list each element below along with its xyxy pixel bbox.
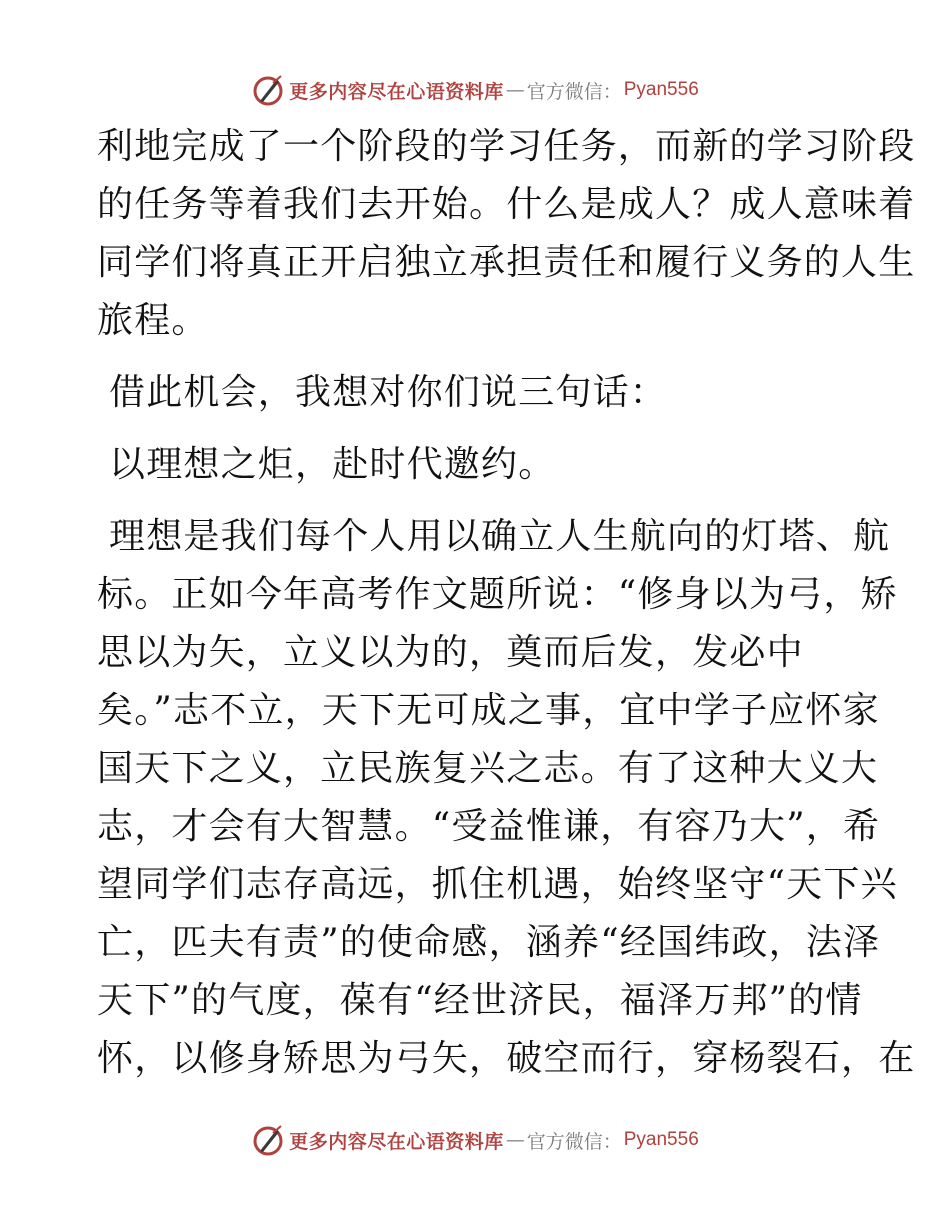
banner-wechat-label: 官方微信： bbox=[526, 80, 622, 103]
text-line: 亡，匹夫有责”的使命感，涵养“经国纬政，法泽 bbox=[97, 922, 881, 963]
text-line: 借此机会，我想对你们说三句话： bbox=[109, 372, 668, 413]
banner-wechat-label: 官方微信： bbox=[526, 1130, 622, 1153]
banner-separator: — bbox=[505, 1129, 525, 1151]
paragraph bbox=[97, 364, 857, 422]
footer-watermark-banner bbox=[0, 1120, 950, 1160]
paragraph bbox=[97, 436, 857, 494]
text-line: 旅程。 bbox=[97, 300, 209, 341]
section-heading: 以理想之炬，赴时代邀约。 bbox=[109, 444, 556, 485]
text-line: 思以为矢，立义以为的，奠而后发，发必中 bbox=[97, 632, 804, 673]
paragraph bbox=[97, 118, 916, 350]
banner-wechat-id: Pyan556 bbox=[623, 1129, 699, 1150]
text-line: 国天下之义，立民族复兴之志。有了这种大义大 bbox=[97, 748, 879, 789]
banner-wechat-id: Pyan556 bbox=[623, 79, 699, 100]
text-line: 标。正如今年高考作文题所说：“修身以为弓，矫 bbox=[97, 574, 898, 615]
quill-logo-icon bbox=[251, 1123, 285, 1157]
text-line: 同学们将真正开启独立承担责任和履行义务的人生 bbox=[97, 242, 916, 283]
text-line: 天下”的气度，葆有“经世济民，福泽万邦”的情 bbox=[97, 980, 863, 1021]
banner-main-text: 更多内容尽在心语资料库 bbox=[289, 1130, 504, 1153]
text-line: 利地完成了一个阶段的学习任务，而新的学习阶段 bbox=[97, 126, 916, 167]
banner-separator: — bbox=[505, 79, 525, 101]
header-watermark-banner bbox=[0, 70, 950, 110]
text-line: 的任务等着我们去开始。什么是成人？成人意味着 bbox=[97, 184, 916, 225]
text-line: 怀，以修身矫思为弓矢，破空而行，穿杨裂石，在 bbox=[97, 1038, 916, 1079]
text-line: 望同学们志存高远，抓住机遇，始终坚守“天下兴 bbox=[97, 864, 898, 905]
document-body bbox=[97, 118, 916, 1088]
quill-logo-icon bbox=[251, 73, 285, 107]
text-line: 矣。”志不立，天下无可成之事，宜中学子应怀家 bbox=[97, 690, 880, 731]
text-line: 理想是我们每个人用以确立人生航向的灯塔、航 bbox=[109, 516, 891, 557]
paragraph bbox=[97, 508, 916, 1088]
text-line: 志，才会有大智慧。“受益惟谦，有容乃大”，希 bbox=[97, 806, 881, 847]
banner-main-text: 更多内容尽在心语资料库 bbox=[289, 80, 504, 103]
